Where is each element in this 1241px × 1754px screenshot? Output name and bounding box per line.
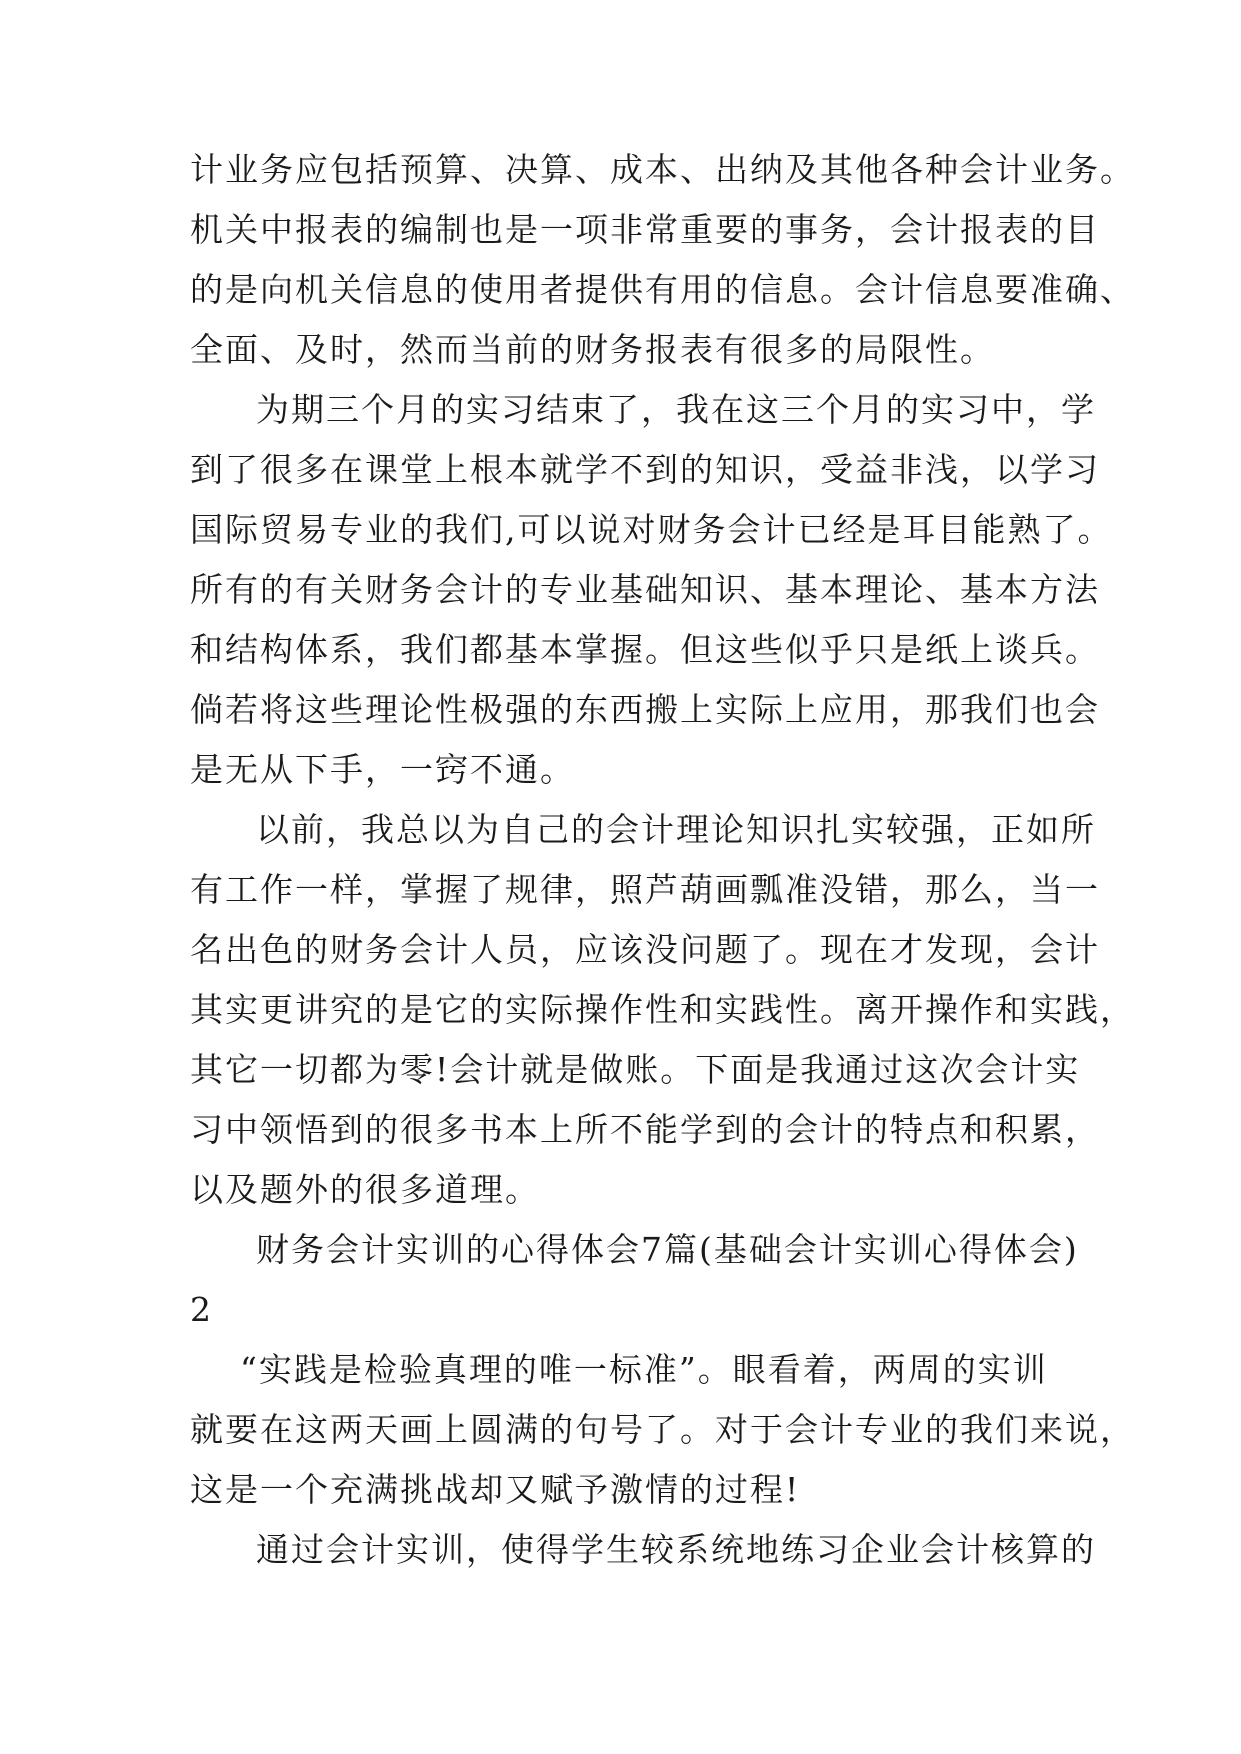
text-line: 和结构体系，我们都基本掌握。但这些似乎只是纸上谈兵。	[190, 630, 1100, 669]
text-line: 全面、及时，然而当前的财务报表有很多的局限性。	[190, 330, 995, 369]
text-line: 习中领悟到的很多书本上所不能学到的会计的特点和积累，	[190, 1110, 1100, 1149]
section-number: 2	[190, 1290, 213, 1329]
text-line: 倘若将这些理论性极强的东西搬上实际上应用，那我们也会	[190, 690, 1100, 729]
text-line: 到了很多在课堂上根本就学不到的知识，受益非浅，以学习	[190, 450, 1100, 489]
paragraph-start-line: 为期三个月的实习结束了，我在这三个月的实习中，学	[256, 390, 1096, 429]
text-line: 这是一个充满挑战却又赋予激情的过程!	[190, 1470, 801, 1509]
section-heading: 财务会计实训的心得体会7篇(基础会计实训心得体会)	[256, 1230, 1079, 1269]
paragraph-start-line: “实践是检验真理的唯一标准”。眼看着，两周的实训	[240, 1350, 1048, 1389]
text-line: 就要在这两天画上圆满的句号了。对于会计专业的我们来说，	[190, 1410, 1135, 1449]
paragraph-start-line: 以前，我总以为自己的会计理论知识扎实较强，正如所	[256, 810, 1096, 849]
text-line: 的是向机关信息的使用者提供有用的信息。会计信息要准确、	[190, 270, 1135, 309]
paragraph-start-line: 通过会计实训，使得学生较系统地练习企业会计核算的	[256, 1530, 1096, 1569]
text-line: 计业务应包括预算、决算、成本、出纳及其他各种会计业务。	[190, 150, 1135, 189]
text-line: 其它一切都为零!会计就是做账。下面是我通过这次会计实	[190, 1050, 1081, 1089]
text-line: 以及题外的很多道理。	[190, 1170, 540, 1209]
text-line: 名出色的财务会计人员，应该没问题了。现在才发现，会计	[190, 930, 1100, 969]
text-line: 机关中报表的编制也是一项非常重要的事务，会计报表的目	[190, 210, 1100, 249]
text-line: 是无从下手，一窍不通。	[190, 750, 575, 789]
text-line: 所有的有关财务会计的专业基础知识、基本理论、基本方法	[190, 570, 1100, 609]
text-line: 有工作一样，掌握了规律，照芦葫画瓢准没错，那么，当一	[190, 870, 1100, 909]
text-line: 其实更讲究的是它的实际操作性和实践性。离开操作和实践，	[190, 990, 1135, 1029]
text-line: 国际贸易专业的我们,可以说对财务会计已经是耳目能熟了。	[190, 510, 1113, 549]
